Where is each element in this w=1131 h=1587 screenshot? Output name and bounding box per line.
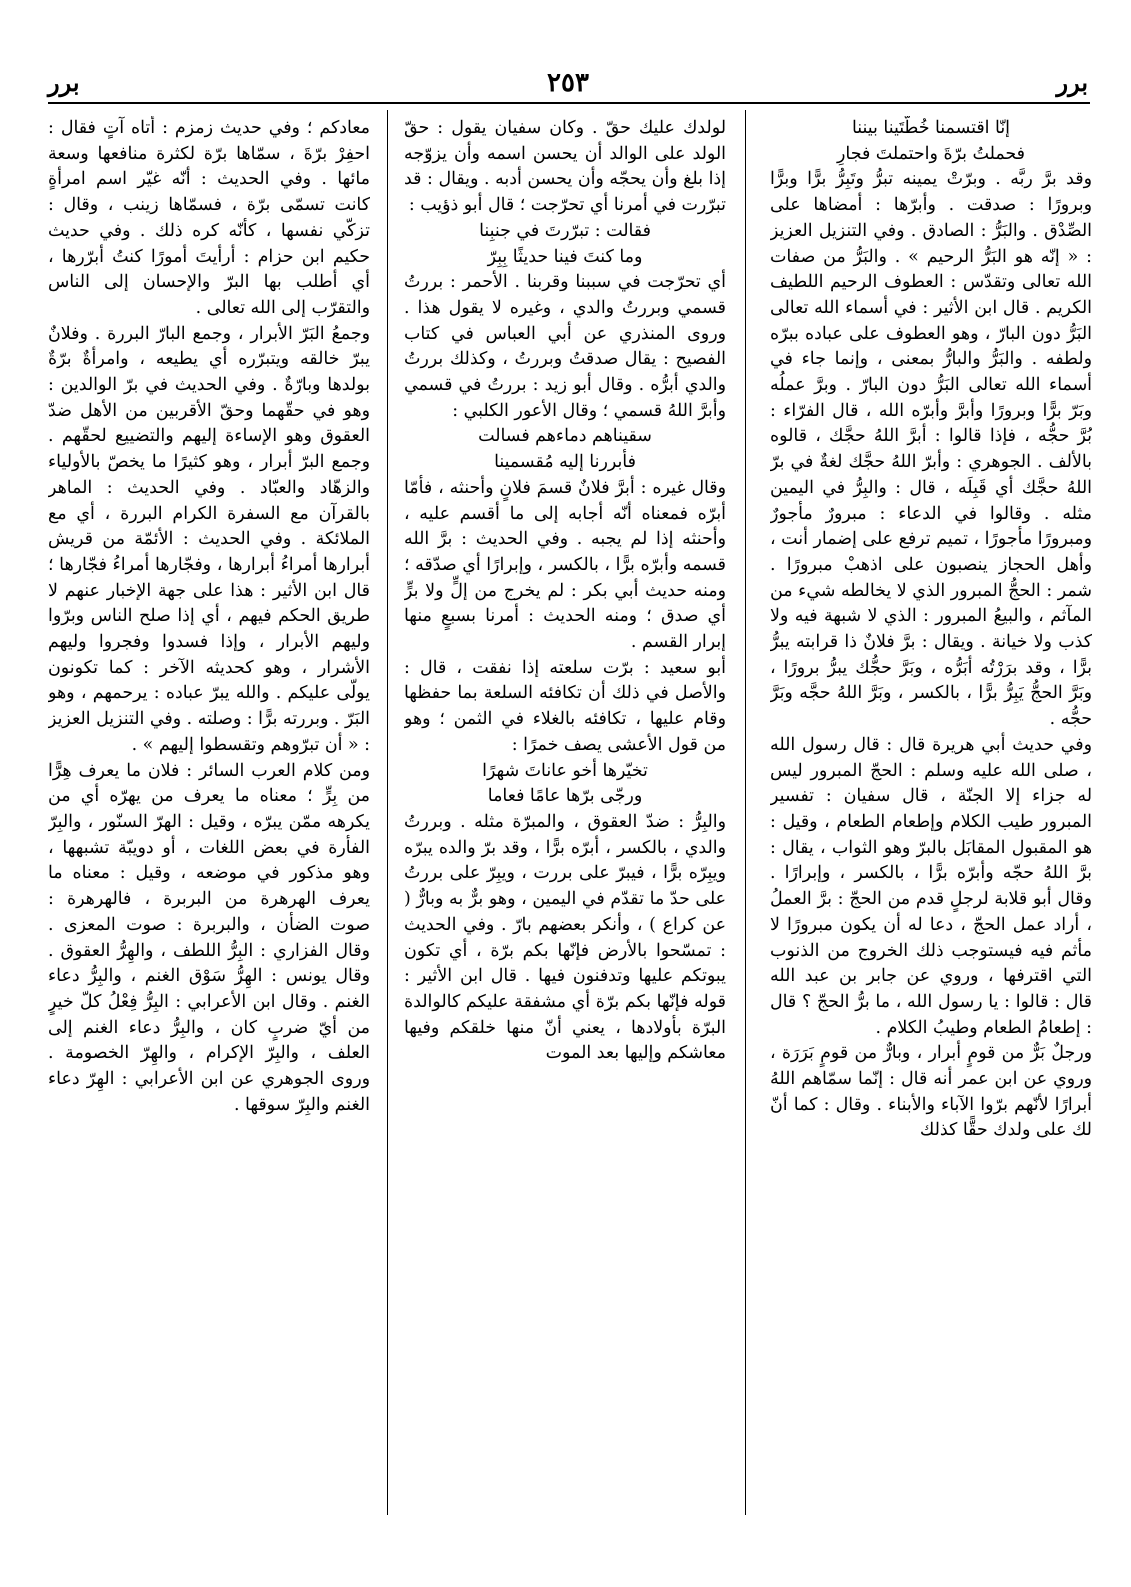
text-column-middle	[404, 116, 726, 1531]
paragraph: معادكم ؛ وفي حديث زمزم : أتاه آتٍ فقال : احفِرْ برّةَ ، سمّاها برّة لكثرة منافعها وسعة مائها . وفي الحديث : أنّه غيّر اسم امرأةٍ كانت تسمّى برّة ، فسمّاها زينب ، وقال : تزكّي نفسها ، كأنّه كره ذلك . وفي حديث حكيم ابن حزام : أرأيتَ أمورًا كنتُ أبرّرها ، أي أطلب بها البرّ والإحسان إلى الناس والتقرّب إلى الله تعالى .	[48, 118, 370, 318]
paragraph: وجمعُ البَرّ الأبرار ، وجمع البارّ البررة . وفلانٌ يبرّ خالقه ويتبرّره أي يطيعه ، وامرأةٌ برّةٌ بولدها وبارّةٌ . وفي الحديث في برّ الوالدين : وهو في حقّهما وحقّ الأقربين من الأهل ضدّ العقوق وهو الإساءة إليهم والتضييع لحقّهم . وجمع البرّ أبرار ، وهو كثيرًا ما يخصّ بالأولياء والزهّاد والعبّاد . وفي الحديث : الماهر بالقرآن مع السفرة الكرام البررة ، أي مع الملائكة . وفي الحديث : الأئمّة من قريش أبرارها أمراءُ أبرارها ، وفجّارها أمراءُ فجّارها ؛ قال ابن الأثير : هذا على جهة الإخبار عنهم لا طريق الحكم فيهم ، أي إذا صلح الناس وبرّوا وليهم الأبرار ، وإذا فسدوا وفجروا وليهم الأشرار ، وهو كحديثه الآخر : كما تكونون يولّى عليكم . والله يبرّ عباده : يرحمهم ، وهو البَرّ . وبررته برًّا : وصلته . وفي التنزيل العزيز : « أن تبرّوهم وتقسطوا إليهم » .	[48, 323, 370, 755]
paragraph: ورجلٌ بَرٌّ من قومٍ أبرار ، وبارٌّ من قومٍ بَرَرَة ، وروي عن ابن عمر أنه قال : إنّما سمّاهم اللهُ أبرارًا لأنّهم برّوا الآباء والأبناء . وقال : كما أنّ لك على ولدك حقًّا كذلك	[770, 1043, 1092, 1141]
page-header	[48, 68, 1088, 106]
verse-line: وما كنتَ فينا حديثًا بِبِرّ	[487, 246, 643, 267]
page-number: ٢٥٣	[547, 68, 589, 98]
paragraph: وفي حديث أبي هريرة قال : قال رسول الله ، صلى الله عليه وسلم : الحجّ المبرور ليس له جزاء إلا الجنّة ، قال سفيان : تفسير المبرور طيب الكلام وإطعام الطعام ، وقيل : هو المقبول المقابَل بالبرّ وهو الثواب ، يقال : برَّ اللهُ حجّه وأبرّه برًّا ، بالكسر ، وإبرارًا . وقال أبو قلابة لرجلٍ قدم من الحجّ : برَّ العملُ ، أراد عمل الحجّ ، دعا له أن يكون مبرورًا لا مأثم فيه فيستوجب ذلك الخروج من الذنوب التي اقترفها ، وروي عن جابر بن عبد الله قال : قالوا : يا رسول الله ، ما برُّ الحجّ ؟ قال : إطعامُ الطعام وطيبُ الكلام .	[770, 734, 1092, 1038]
header-rule	[48, 102, 1090, 104]
paragraph: والبِرُّ : ضدّ العقوق ، والمبرّة مثله . وبررتُ والدي ، بالكسر ، أبرّه برًّا ، وقد برّ والده يبرّه ويبِرّه برًّا ، فيبرّ على بررت ، ويبِرّ على بررتُ على حدّ ما تقدّم في اليمين ، وهو برٌّ به وبارٌّ ( عن كراع ) ، وأنكر بعضهم بارّ . وفي الحديث : تمسّحوا بالأرض فإنّها بكم برّة ، أي تكون يبوتكم عليها وتدفنون فيها . قال ابن الأثير : قوله فإنّها بكم برّة أي مشفقة عليكم كالوالدة البرّة بأولادها ، يعني أنّ منها خلقكم وفيها معاشكم وإليها بعد الموت	[404, 811, 726, 1064]
paragraph: وقال غيره : أبرَّ فلانٌ قسمَ فلانٍ وأحنثه ، فأمّا أبرّه فمعناه أنّه أجابه إلى ما أقسم عليه ، وأحنثه إذا لم يجبه . وفي الحديث : برَّ الله قسمه وأبرّه برًّا ، بالكسر ، وإبرارًا أي صدّقه ؛ ومنه حديث أبي بكر : لم يخرج من إلٍّ ولا برٍّ أي صدق ؛ ومنه الحديث : أمرنا بسبعٍ منها إبرار القسم .	[404, 477, 726, 653]
paragraph: ومن كلام العرب السائر : فلان ما يعرف هِرًّا من بِرٍّ ؛ معناه ما يعرف من يهرّه أي من يكرهه ممّن يبرّه ، وقيل : الهرّ السنّور ، والبِرّ الفأرة في بعض اللغات ، أو دويبّة تشبهها ، وهو مذكور في موضعه ، وقيل : معناه ما يعرف الهرهرة من البربرة ، فالهرهرة : صوت الضأن ، والبربرة : صوت المعزى . وقال الفزاري : البِرُّ اللطف ، والهِرُّ العقوق . وقال يونس : الهِرُّ سَوْق الغنم ، والبِرُّ دعاء الغنم . وقال ابن الأعرابي : البِرُّ فِعْلُ كلّ خيرٍ من أيّ ضربٍ كان ، والبِرُّ دعاء الغنم إلى العلف ، والبِرّ الإكرام ، والهِرّ الخصومة . وروى الجوهري عن ابن الأعرابي : الهِرّ دعاء الغنم والبِرّ سوقها .	[48, 760, 370, 1115]
verse-line: فقالت : تبرّرتَ في جنبِنا	[479, 220, 651, 241]
text-column-right	[770, 116, 1092, 1531]
text-column-left	[48, 116, 370, 1531]
verse-line: إنّا اقتسمنا خُطّتَينا بيننا	[851, 118, 1010, 138]
paragraph: أي تحرّجت في سببنا وقربنا . الأحمر : بررتُ قسمي وبررتُ والدي ، وغيره لا يقول هذا . وروى المنذري عن أبي العباس في كتاب الفصيح : يقال صدقتُ وبررتُ ، وكذلك بررتُ والدي أبرُّه . وقال أبو زيد : بررتُ في قسمي وأبرَّ اللهُ قسمي ؛ وقال الأعور الكلبي :	[404, 272, 726, 421]
verse-line: ورجّى برّها عامًا فعاما	[487, 786, 643, 807]
verse-line: فحملتُ برّةَ واحتملتَ فجارِ	[837, 143, 1025, 164]
column-divider-right	[745, 110, 746, 1515]
paragraph: وقد برَّ ربَّه . وبرّتْ يمينه تبرُّ وتَبِرُّ برًّا وبرًّا وبرورًا : صدقت . وأبرّها : أمضاها على الصِّدْق . والبَرُّ : الصادق . وفي التنزيل العزيز : « إنّه هو البَرُّ الرحيم » . والبَرُّ من صفات الله تعالى وتقدّس : العطوف الرحيم اللطيف الكريم . قال ابن الأثير : في أسماء الله تعالى البَرُّ دون البارّ ، وهو العطوف على عباده ببرّه ولطفه . والبَرُّ والبارُّ بمعنى ، وإنما جاء في أسماء الله تعالى البَرُّ دون البارّ . وبرَّ عملُه وبَرّ برًّا وبرورًا وأبرَّ وأبرّه الله ، قال الفرّاء : بُرَّ حجُّه ، فإذا قالوا : أبرَّ اللهُ حجَّك ، قالوه بالألف . الجوهري : وأبرّ اللهُ حجَّك لغةٌ في برّ اللهُ حجَّك أي قَبِلَه ، قال : والبِرُّ في اليمين مثله . وقالوا في الدعاء : مبرورٌ مأجورٌ ومبرورًا مأجورًا ، تميم ترفع على إضمار أنت ، وأهل الحجاز ينصبون على اذهبْ مبرورًا . شمر : الحجُّ المبرور الذي لا يخالطه شيء من المآثم ، والبيعُ المبرور : الذي لا شبهة فيه ولا كذب ولا خيانة . ويقال : برَّ فلانٌ ذا قرابته يبرُّ برًّا ، وقد برَرْتُه أبَرُّه ، وبَرَّ حجُّك يبرُّ برورًا ، وبَرَّ الحجُّ يَبِرُّ برًّا ، بالكسر ، وبَرَّ اللهُ حجَّه وبَرَّ حجُّه .	[770, 169, 1092, 730]
paragraph: أبو سعيد : برّت سلعته إذا نفقت ، قال : والأصل في ذلك أن تكافئه السلعة بما حفظها وقام عليها ، تكافئه بالغلاء في الثمن ؛ وهو من قول الأعشى يصف خمرًا :	[404, 657, 726, 755]
verse-line: فأبررنا إليه مُقسمينا	[494, 452, 636, 473]
verse-line: سقيناهم دماءهم فسالت	[478, 426, 652, 447]
catchword-right: برر	[1056, 68, 1088, 97]
column-divider-left	[387, 110, 388, 1515]
verse-line: تخيّرها أخو عاناتَ شهرًا	[482, 760, 648, 781]
catchword-left: برر	[48, 68, 80, 97]
paragraph: لولدك عليك حقّ . وكان سفيان يقول : حقّ الولد على الوالد أن يحسن اسمه وأن يزوّجه إذا بلغ وأن يحجّه وأن يحسن أدبه . ويقال : قد تبرّرت في أمرنا أي تحرّجت ؛ قال أبو ذؤيب :	[404, 118, 726, 216]
